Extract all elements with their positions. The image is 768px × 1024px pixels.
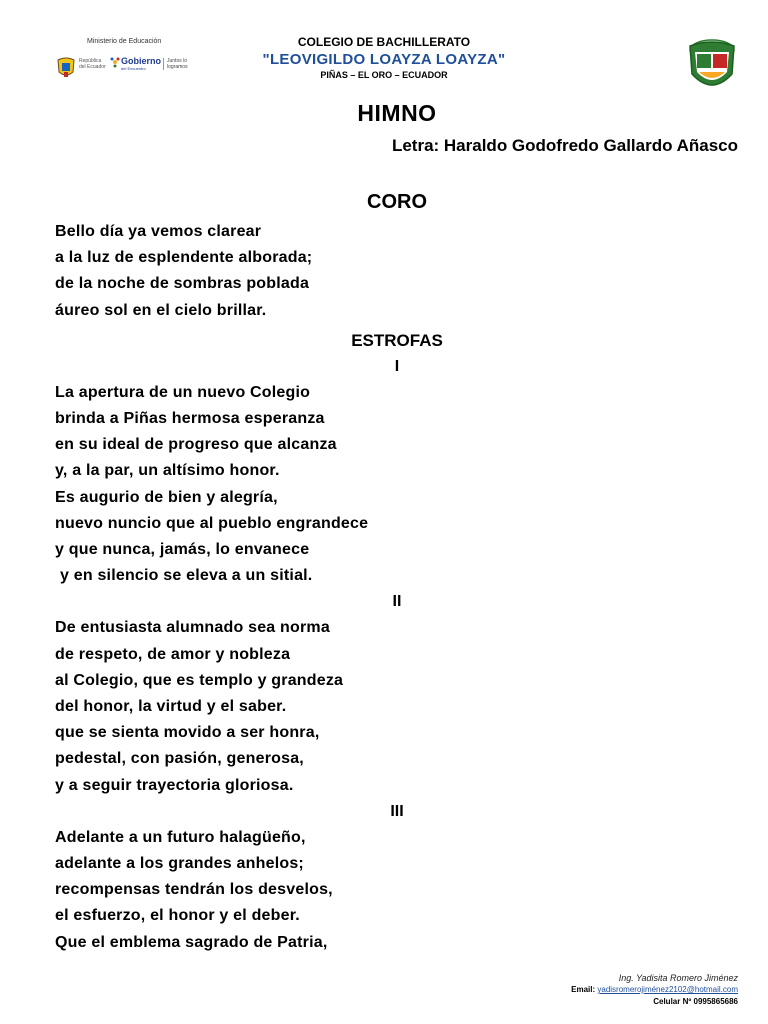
coro-stanza <box>55 219 745 324</box>
verse-line: a la luz de esplendente alborada; <box>55 249 313 267</box>
school-location: PIÑAS – EL ORO – ECUADOR <box>320 70 448 80</box>
email-label: Email: <box>571 985 596 994</box>
stanza-numeral-ii: II <box>392 593 402 611</box>
email-link[interactable]: yadisromerojiménez2102@hotmail.com <box>597 985 738 994</box>
juntos-label: Juntos lo logramos <box>163 58 195 70</box>
verse-line: y en silencio se eleva a un sitial. <box>60 567 313 585</box>
footer-email-row <box>571 984 738 996</box>
lyrics-author: Letra: Haraldo Godofredo Gallardo Añasco <box>391 136 738 155</box>
stanza-ii <box>55 615 745 798</box>
verse-line: y que nunca, jamás, lo envanece <box>55 541 310 559</box>
verse-line: de la noche de sombras poblada <box>55 275 310 293</box>
stanza-i <box>55 380 745 590</box>
footer-name: Ing. Yadisita Romero Jiménez <box>618 973 738 983</box>
verse-line: en su ideal de progreso que alcanza <box>55 436 337 454</box>
verse-line: de respeto, de amor y nobleza <box>55 645 291 663</box>
stanza-numeral-iii: III <box>390 802 404 820</box>
verse-line: pedestal, con pasión, generosa, <box>55 750 304 768</box>
verse-line: recompensas tendrán los desvelos, <box>55 881 333 899</box>
school-crest-icon <box>683 36 741 96</box>
hymn-body <box>55 189 745 956</box>
school-name: "LEOVIGILDO LOAYZA LOAYZA" <box>262 51 506 68</box>
coro-heading: CORO <box>367 191 427 213</box>
verse-line: Bello día ya vemos clarear <box>55 223 262 240</box>
school-type: COLEGIO DE BACHILLERATO <box>297 35 471 49</box>
verse-line: que se sienta movido a ser honra, <box>55 724 320 742</box>
school-block <box>0 34 768 81</box>
stanza-numeral-i: I <box>394 357 400 375</box>
verse-line: nuevo nuncio que al pueblo engrandece <box>55 514 369 532</box>
verse-line: el esfuerzo, el honor y el deber. <box>55 907 300 925</box>
estrofas-heading: ESTROFAS <box>351 330 443 350</box>
verse-line: Es augurio de bien y alegría, <box>55 488 278 506</box>
verse-line: De entusiasta alumnado sea norma <box>55 619 330 637</box>
verse-line: del honor, la virtud y el saber. <box>55 698 287 716</box>
document-title: HIMNO <box>357 100 437 126</box>
ministerio-label: Ministerio de Educación <box>87 38 162 45</box>
gobierno-sub-label: del Encuentro <box>121 66 146 71</box>
verse-line: adelante a los grandes anhelos; <box>55 855 304 873</box>
stanza-iii <box>55 825 745 956</box>
verse-line: Adelante a un futuro halagüeño, <box>55 828 306 846</box>
verse-line: y a seguir trayectoria gloriosa. <box>55 776 294 794</box>
document-footer <box>571 972 738 1008</box>
verse-line: La apertura de un nuevo Colegio <box>55 383 311 401</box>
verse-line: brinda a Piñas hermosa esperanza <box>55 410 325 428</box>
verse-line: áureo sol en el cielo brillar. <box>55 301 267 319</box>
republica-label: República del Ecuador <box>79 58 106 70</box>
verse-line: Que el emblema sagrado de Patria, <box>55 933 328 951</box>
footer-phone: Celular Nº 0995865686 <box>653 997 738 1006</box>
gobierno-label: Gobierno <box>121 56 161 66</box>
document-header <box>0 0 768 100</box>
verse-line: y, a la par, un altísimo honor. <box>55 462 280 480</box>
verse-line: al Colegio, que es templo y grandeza <box>55 671 344 689</box>
